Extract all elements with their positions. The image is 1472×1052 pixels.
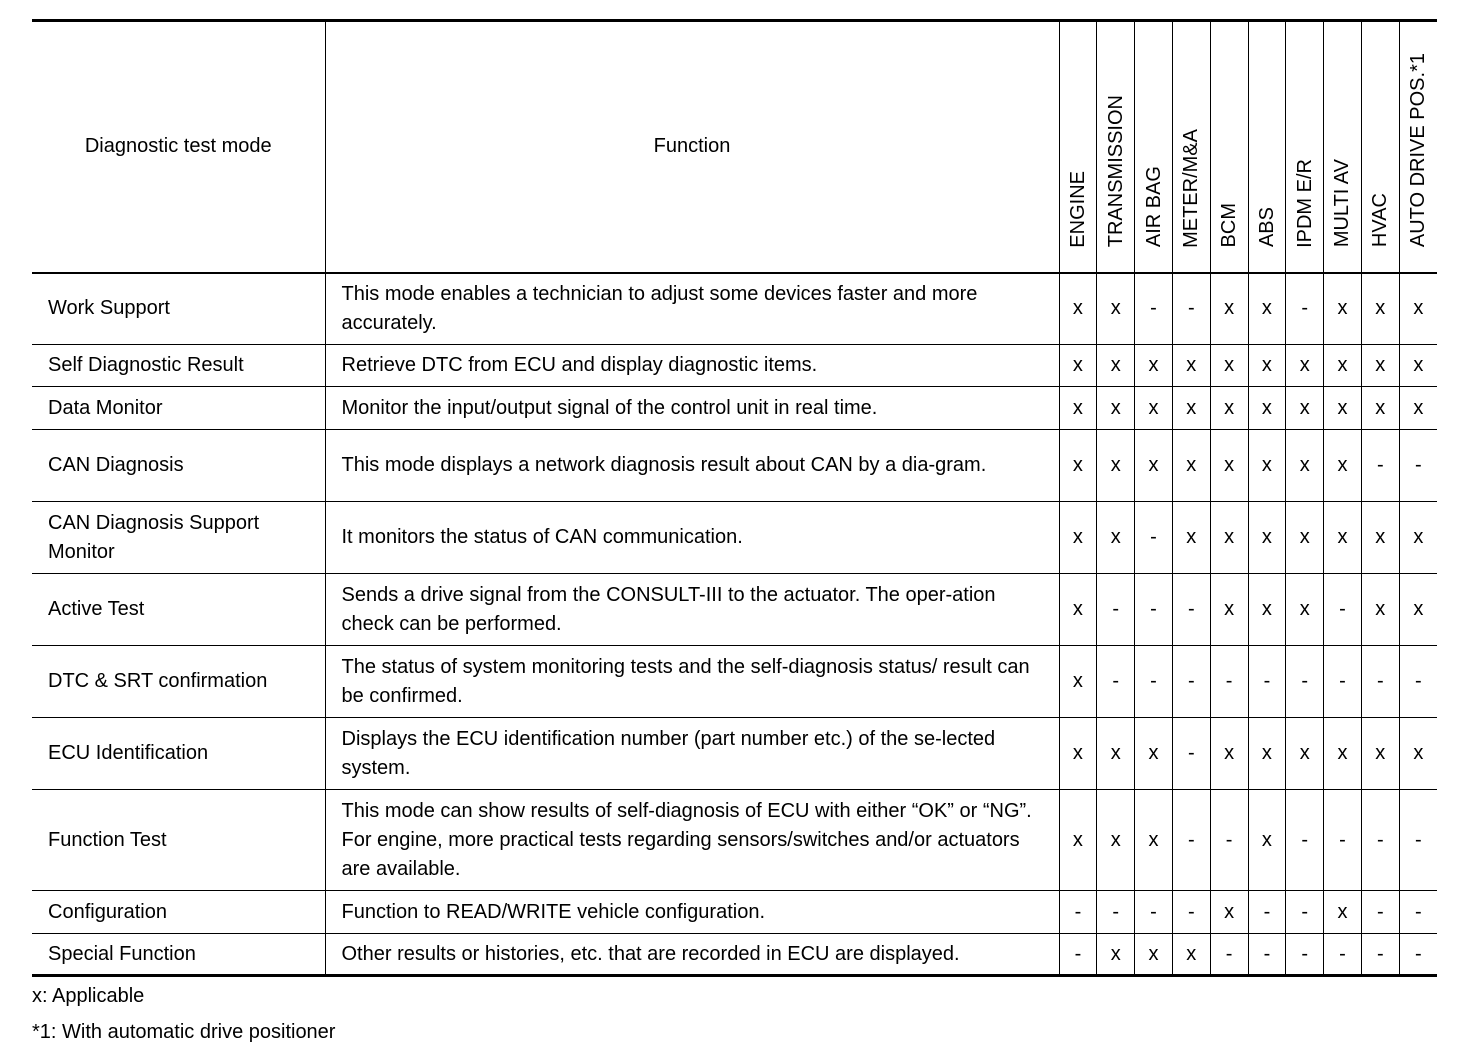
table-row [32,574,1437,646]
applicability-cell: x [1059,502,1097,574]
applicability-cell: x [1286,345,1324,387]
applicability-cell: x [1248,574,1286,646]
applicability-cell: - [1248,934,1286,976]
applicability-cell: x [1135,345,1173,387]
header-system [1210,21,1248,273]
header-system-label: AIR BAG [1142,166,1165,248]
applicability-cell: - [1210,934,1248,976]
applicability-cell: - [1286,891,1324,934]
applicability-cell: x [1210,430,1248,502]
applicability-cell: - [1399,646,1437,718]
applicability-cell: x [1286,574,1324,646]
applicability-cell: - [1097,891,1135,934]
applicability-cell: - [1248,646,1286,718]
applicability-cell: - [1286,934,1324,976]
applicability-cell: x [1059,646,1097,718]
applicability-cell: x [1248,790,1286,891]
applicability-cell: x [1097,387,1135,430]
applicability-cell: - [1097,574,1135,646]
header-function: Function [325,21,1059,273]
table-body [32,273,1437,976]
applicability-cell: x [1097,502,1135,574]
applicability-cell: x [1324,273,1362,345]
applicability-cell: x [1172,345,1210,387]
applicability-cell: - [1324,934,1362,976]
applicability-cell: - [1286,646,1324,718]
header-system-label: TRANSMISSION [1104,95,1127,248]
table-row [32,718,1437,790]
function-cell: Displays the ECU identification number (part number etc.) of the se-lected system. [325,718,1059,790]
applicability-cell: x [1399,387,1437,430]
applicability-cell: x [1361,273,1399,345]
table-row [32,502,1437,574]
applicability-cell: x [1210,273,1248,345]
function-cell: Monitor the input/output signal of the control unit in real time. [325,387,1059,430]
table-row [32,790,1437,891]
applicability-cell: x [1248,502,1286,574]
applicability-cell: x [1135,718,1173,790]
header-system-label: BCM [1218,203,1241,248]
applicability-cell: - [1399,430,1437,502]
applicability-cell: x [1361,574,1399,646]
mode-cell: CAN Diagnosis [32,430,325,502]
applicability-cell: - [1172,646,1210,718]
diagnostic-mode-table [32,19,1437,977]
applicability-cell: - [1210,646,1248,718]
applicability-cell: - [1286,790,1324,891]
mode-cell: Data Monitor [32,387,325,430]
applicability-cell: x [1248,387,1286,430]
header-system-label: MULTI AV [1331,159,1354,248]
mode-cell: Work Support [32,273,325,345]
header-system-label: IPDM E/R [1293,158,1316,248]
mode-cell: ECU Identification [32,718,325,790]
applicability-cell: x [1172,502,1210,574]
applicability-cell: - [1135,574,1173,646]
applicability-cell: - [1361,934,1399,976]
header-system [1361,21,1399,273]
header-system [1248,21,1286,273]
applicability-cell: x [1135,387,1173,430]
footnote: *1: With automatic drive positioner [32,1021,336,1043]
applicability-cell: - [1172,790,1210,891]
applicability-cell: x [1059,345,1097,387]
applicability-cell: - [1361,891,1399,934]
applicability-cell: x [1324,345,1362,387]
applicability-cell: x [1210,891,1248,934]
applicability-cell: - [1324,790,1362,891]
mode-cell: DTC & SRT confirmation [32,646,325,718]
applicability-cell: - [1399,934,1437,976]
header-system-label: ABS [1255,207,1278,248]
legend-note: x: Applicable [32,985,145,1007]
header-system [1399,21,1437,273]
header-system [1135,21,1173,273]
applicability-cell: - [1361,646,1399,718]
table-row [32,646,1437,718]
applicability-cell: x [1324,430,1362,502]
function-cell: Function to READ/WRITE vehicle configuration. [325,891,1059,934]
applicability-cell: - [1399,790,1437,891]
applicability-cell: x [1210,345,1248,387]
applicability-cell: - [1059,934,1097,976]
applicability-cell: x [1059,574,1097,646]
applicability-cell: - [1324,574,1362,646]
applicability-cell: x [1059,790,1097,891]
applicability-cell: - [1361,430,1399,502]
applicability-cell: - [1135,273,1173,345]
header-system-label: METER/M&A [1180,128,1203,248]
applicability-cell: x [1135,430,1173,502]
applicability-cell: x [1097,790,1135,891]
applicability-cell: - [1172,574,1210,646]
applicability-cell: - [1059,891,1097,934]
applicability-cell: - [1361,790,1399,891]
applicability-cell: x [1324,387,1362,430]
applicability-cell: x [1399,273,1437,345]
applicability-cell: - [1324,646,1362,718]
table-row [32,387,1437,430]
applicability-cell: x [1399,574,1437,646]
mode-cell: CAN Diagnosis Support Monitor [32,502,325,574]
function-cell: Other results or histories, etc. that are recorded in ECU are displayed. [325,934,1059,976]
table-row [32,891,1437,934]
applicability-cell: - [1172,891,1210,934]
applicability-cell: x [1324,718,1362,790]
mode-cell: Active Test [32,574,325,646]
table-row [32,934,1437,976]
function-cell: This mode can show results of self-diagnosis of ECU with either “OK” or “NG”. For engine, more practical tests regarding sensors/switches and/or actuators are available. [325,790,1059,891]
applicability-cell: x [1097,345,1135,387]
applicability-cell: x [1399,345,1437,387]
applicability-cell: x [1135,790,1173,891]
applicability-cell: x [1172,387,1210,430]
applicability-cell: x [1097,273,1135,345]
applicability-cell: x [1361,345,1399,387]
applicability-cell: - [1135,891,1173,934]
applicability-cell: x [1210,574,1248,646]
applicability-cell: x [1059,387,1097,430]
table-row [32,273,1437,345]
applicability-cell: x [1248,273,1286,345]
applicability-cell: - [1172,273,1210,345]
header-system [1097,21,1135,273]
mode-cell: Function Test [32,790,325,891]
applicability-cell: x [1286,387,1324,430]
header-system [1324,21,1362,273]
applicability-cell: x [1248,345,1286,387]
header-system-label: AUTO DRIVE POS.*1 [1407,53,1430,248]
applicability-cell: x [1399,502,1437,574]
applicability-cell: x [1210,387,1248,430]
applicability-cell: x [1361,387,1399,430]
applicability-cell: x [1059,718,1097,790]
applicability-cell: x [1210,502,1248,574]
applicability-cell: x [1172,934,1210,976]
header-system-label: HVAC [1369,193,1392,248]
applicability-cell: x [1324,502,1362,574]
applicability-cell: x [1361,718,1399,790]
applicability-cell: - [1135,502,1173,574]
header-row [32,21,1437,273]
applicability-cell: - [1286,273,1324,345]
function-cell: Sends a drive signal from the CONSULT-III to the actuator. The oper-ation check can be performed. [325,574,1059,646]
applicability-cell: x [1059,430,1097,502]
applicability-cell: x [1097,718,1135,790]
function-cell: This mode enables a technician to adjust some devices faster and more accurately. [325,273,1059,345]
applicability-cell: x [1059,273,1097,345]
applicability-cell: x [1399,718,1437,790]
applicability-cell: x [1172,430,1210,502]
applicability-cell: - [1248,891,1286,934]
applicability-cell: - [1399,891,1437,934]
header-system [1286,21,1324,273]
function-cell: This mode displays a network diagnosis result about CAN by a dia-gram. [325,430,1059,502]
applicability-cell: x [1210,718,1248,790]
applicability-cell: x [1135,934,1173,976]
header-system-label: ENGINE [1066,170,1089,248]
mode-cell: Configuration [32,891,325,934]
header-system [1059,21,1097,273]
applicability-cell: x [1248,718,1286,790]
applicability-cell: x [1286,502,1324,574]
function-cell: The status of system monitoring tests and the self-diagnosis status/ result can be confirmed. [325,646,1059,718]
applicability-cell: - [1210,790,1248,891]
applicability-cell: x [1248,430,1286,502]
applicability-cell: - [1172,718,1210,790]
applicability-cell: x [1097,430,1135,502]
applicability-cell: x [1286,430,1324,502]
applicability-cell: - [1135,646,1173,718]
applicability-cell: x [1286,718,1324,790]
function-cell: Retrieve DTC from ECU and display diagnostic items. [325,345,1059,387]
table-row [32,345,1437,387]
mode-cell: Special Function [32,934,325,976]
mode-cell: Self Diagnostic Result [32,345,325,387]
applicability-cell: x [1361,502,1399,574]
applicability-cell: - [1097,646,1135,718]
function-cell: It monitors the status of CAN communication. [325,502,1059,574]
header-system [1172,21,1210,273]
applicability-cell: x [1324,891,1362,934]
header-mode: Diagnostic test mode [32,21,325,273]
applicability-cell: x [1097,934,1135,976]
table-row [32,430,1437,502]
